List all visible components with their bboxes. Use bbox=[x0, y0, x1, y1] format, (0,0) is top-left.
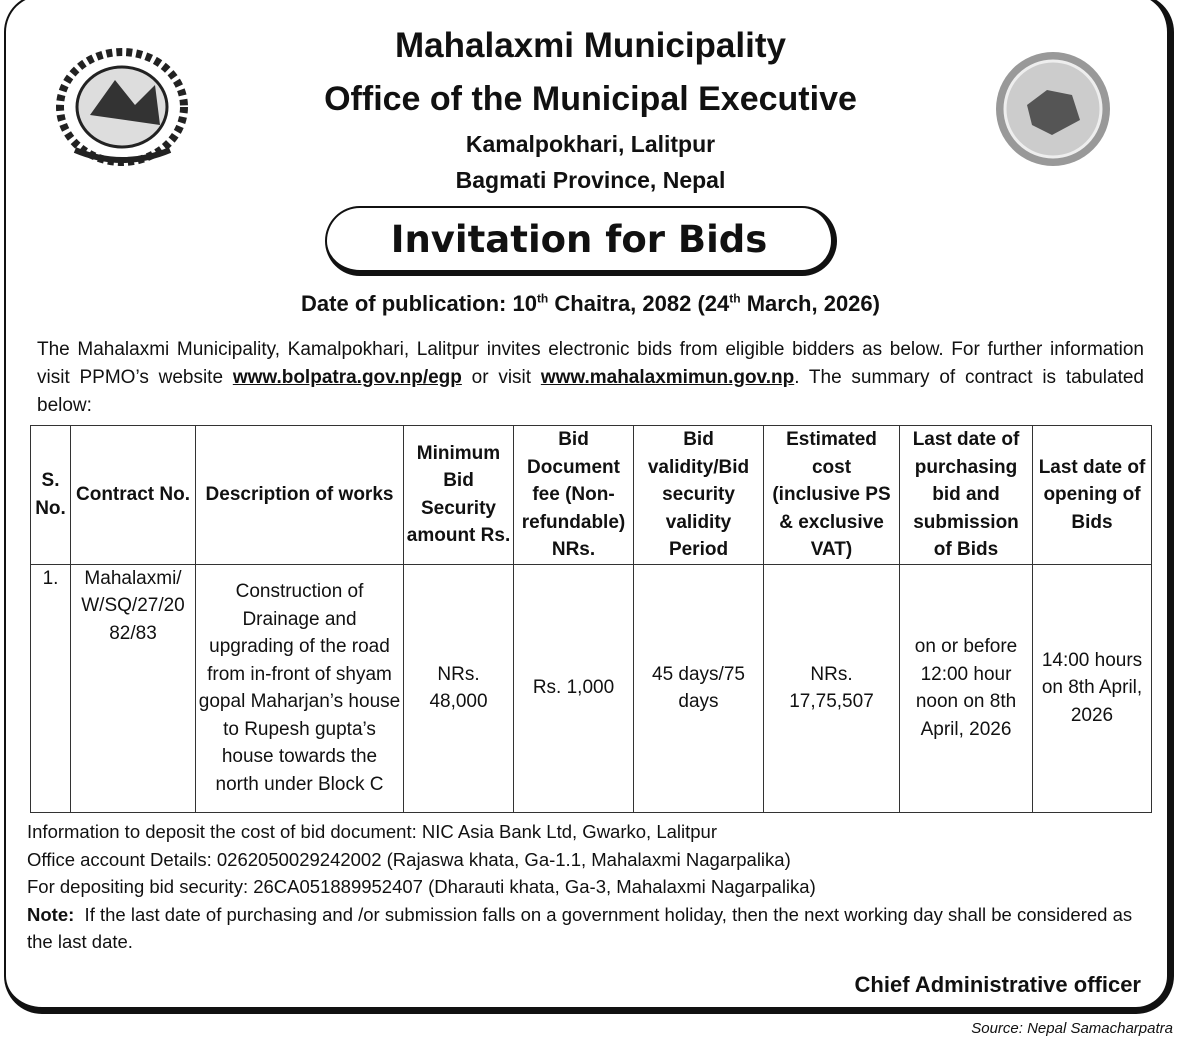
publication-date: Date of publication: 10th Chaitra, 2082 (24th March, 2026) bbox=[301, 291, 880, 316]
intro-paragraph: The Mahalaxmi Municipality, Kamalpokhari, Lalitpur invites electronic bids from eligible bidders as below. For further information visit PPMO’s website www.bolpatra.gov.np/egp or visit www.mahalaxmimun.gov.np. The summary of contract is tabulated below: bbox=[37, 339, 1144, 416]
table-row bbox=[31, 564, 1152, 812]
col-header: Bid validity/Bid security validity Period bbox=[634, 426, 764, 565]
office-name: Office of the Municipal Executive bbox=[324, 80, 857, 118]
cell-estimated-cost: NRs. 17,75,507 bbox=[764, 564, 900, 812]
bolpatra-link[interactable]: www.bolpatra.gov.np/egp bbox=[232, 367, 462, 388]
cell-sno: 1. bbox=[31, 564, 71, 812]
source-credit: Source: Nepal Samacharpatra bbox=[971, 1020, 1173, 1037]
col-header: Description of works bbox=[196, 426, 404, 565]
cell-validity: 45 days/75 days bbox=[634, 564, 764, 812]
col-header: Last date of purchasing bid and submission of Bids bbox=[900, 426, 1033, 565]
cell-description: Construction of Drainage and upgrading of the road from in-front of shyam gopal Maharjan’s house to Rupesh gupta’s house towards the north under Block C bbox=[196, 564, 404, 812]
bid-security-account: For depositing bid security: 26CA051889952407 (Dharauti khata, Ga-3, Mahalaxmi Nagarpalika) bbox=[27, 876, 816, 898]
cell-submission-date: on or before 12:00 hour noon on 8th April, 2026 bbox=[900, 564, 1033, 812]
col-header: Last date of opening of Bids bbox=[1033, 426, 1152, 565]
cell-contract-no: Mahalaxmi/ W/SQ/27/20 82/83 bbox=[71, 564, 196, 812]
address-line-2: Bagmati Province, Nepal bbox=[455, 167, 726, 193]
contract-table bbox=[30, 425, 1152, 813]
note bbox=[27, 901, 1147, 956]
col-header: Estimated cost (inclusive PS & exclusive VAT) bbox=[764, 426, 900, 565]
col-header: Bid Document fee (Non-refundable) NRs. bbox=[514, 426, 634, 565]
col-header: S. No. bbox=[31, 426, 71, 565]
notes-section bbox=[27, 818, 1147, 956]
col-header: Minimum Bid Security amount Rs. bbox=[404, 426, 514, 565]
bank-info: Information to deposit the cost of bid document: NIC Asia Bank Ltd, Gwarko, Lalitpur bbox=[27, 821, 718, 842]
notice-title: Invitation for Bids bbox=[325, 206, 837, 276]
col-header: Contract No. bbox=[71, 426, 196, 565]
cell-document-fee: Rs. 1,000 bbox=[514, 564, 634, 812]
cell-opening-date: 14:00 hours on 8th April, 2026 bbox=[1033, 564, 1152, 812]
municipality-name: Mahalaxmi Municipality bbox=[395, 26, 786, 65]
signatory: Chief Administrative officer bbox=[854, 972, 1141, 997]
cell-bid-security: NRs. 48,000 bbox=[404, 564, 514, 812]
note-text: If the last date of purchasing and /or submission falls on a government holiday, then the next working day shall be considered as the last date. bbox=[27, 903, 1138, 953]
address-line-1: Kamalpokhari, Lalitpur bbox=[465, 131, 716, 157]
note-label: Note: bbox=[27, 903, 75, 925]
municipality-website-link[interactable]: www.mahalaxmimun.gov.np bbox=[540, 367, 795, 388]
table-header-row bbox=[31, 426, 1152, 565]
office-account: Office account Details: 0262050029242002 (Rajaswa khata, Ga-1.1, Mahalaxmi Nagarpalika) bbox=[27, 848, 791, 870]
